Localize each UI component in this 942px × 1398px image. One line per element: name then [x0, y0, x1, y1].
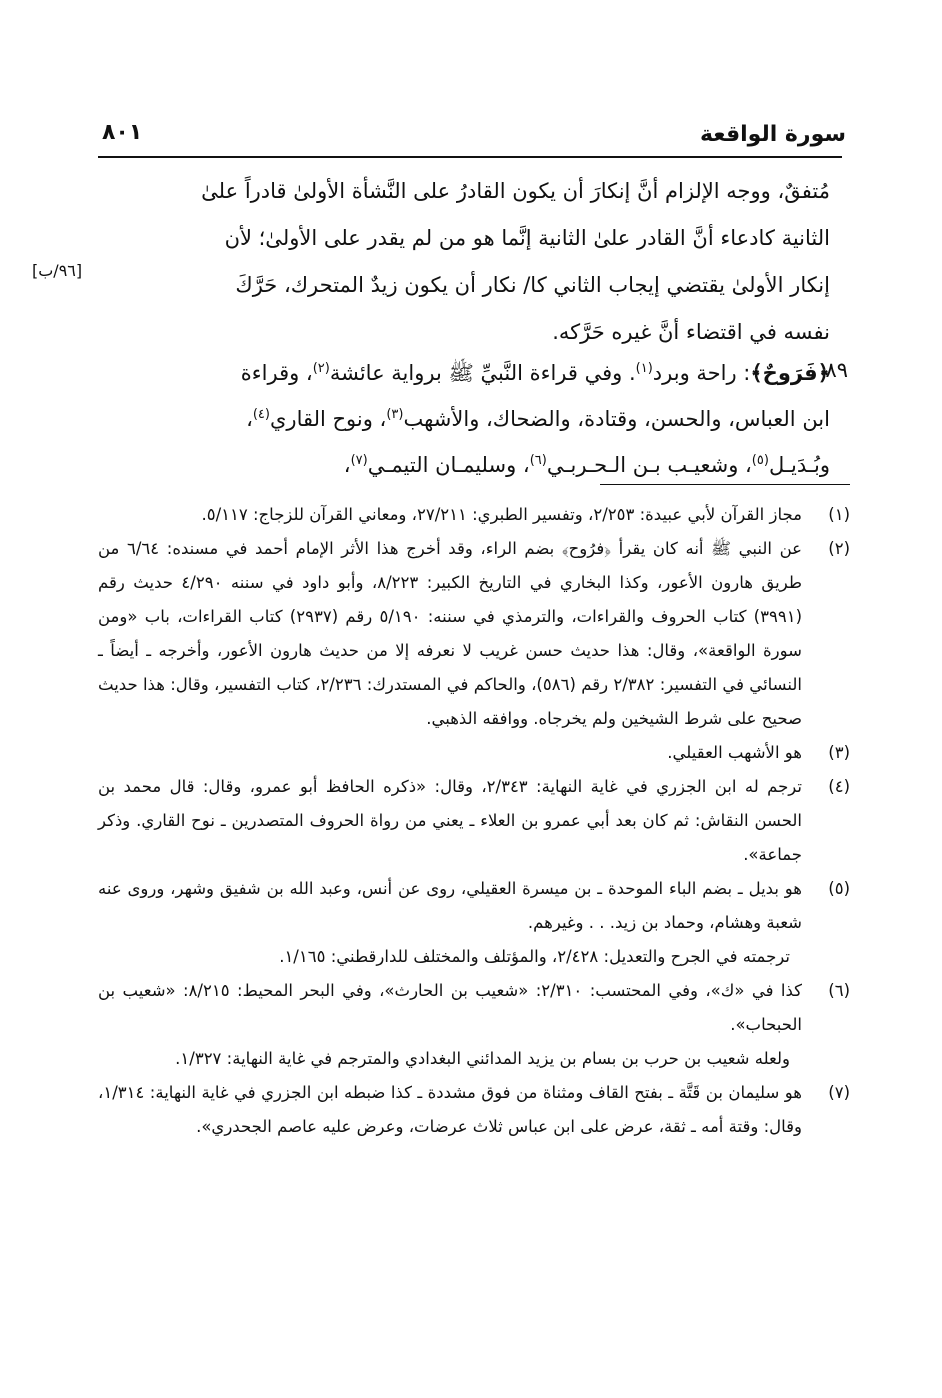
- verse-text: ابن العباس، والحسن، وقتادة، والضحاك، والأشهب: [403, 407, 830, 431]
- footnote-ref[interactable]: (٧): [350, 453, 368, 468]
- verse-text: وبُـدَيـل: [768, 453, 830, 477]
- quran-word: ﴿فَرَوحٌ﴾: [750, 361, 830, 385]
- footnote-number: (٣): [828, 743, 850, 762]
- verse-line-1: [98, 350, 830, 396]
- footnote: [98, 498, 850, 532]
- footnote-ref[interactable]: (٦): [529, 453, 547, 468]
- running-header: [98, 118, 846, 156]
- main-text: [98, 168, 830, 356]
- footnote-continuation: ولعله شعيب بن حرب بن بسام بن يزيد المدائني البغدادي والمترجم في غاية النهاية: ١/٣٢٧.: [175, 1049, 790, 1068]
- footnote-number: (٧): [828, 1083, 850, 1102]
- footnote-separator: [600, 484, 850, 485]
- main-line-4: نفسه في اقتضاء أنَّ غيره حَرَّكه.: [552, 320, 830, 344]
- footnote-number: (٥): [828, 879, 850, 898]
- verse-text: ، وشعيـب بـن الـحـربـي: [546, 453, 752, 477]
- footnote: [98, 974, 850, 1042]
- footnote: [98, 1076, 850, 1144]
- manuscript-folio-ref: [٩٦/ب]: [32, 261, 83, 280]
- verse-line-2: [98, 396, 830, 442]
- page-number: ٨٠١: [102, 120, 143, 145]
- footnote-ref[interactable]: (٤): [252, 407, 270, 422]
- footnote-number: (١): [828, 505, 850, 524]
- verse-text: ،: [343, 453, 351, 477]
- page-header: [98, 118, 846, 156]
- footnote-text: هو بديل ـ بضم الباء الموحدة ـ بن ميسرة العقيلي، روى عن أنس، وعبد الله بن شفيق وشهر، وروى عنه شعبة وهشام، وحماد بن زيد. . . وغيرهم.: [98, 879, 802, 932]
- footnote-text: هو سليمان بن قَتَّة ـ بفتح القاف ومثناة من فوق مشددة ـ كذا ضبطه ابن الجزري في غاية النهاية: ١/٣١٤، وقال: وقتة أمه ـ ثقة، عرض على ابن عباس ثلاث عرضات، وعرض عليه عاصم الجحدري».: [98, 1083, 802, 1136]
- footnote-ref[interactable]: (١): [635, 361, 653, 376]
- footnote-text: عن النبي ﷺ أنه كان يقرأ ﴿فرُوح﴾ بضم الراء، وقد أخرج هذا الأثر الإمام أحمد في مسنده: ٦/٦٤ من طريق هارون الأعور، وكذا البخاري في التاريخ الكبير: ٨/٢٢٣، وأبو داود في سننه ٤/٢٩٠ حديث رقم (٣٩٩١) كتاب الحروف والقراءات، والترمذي في سننه: ٥/١٩٠ رقم (٢٩٣٧) كتاب القراءات، باب «ومن سورة الواقعة»، وقال: هذا حديث حسن غريب لا نعرفه إلا من حديث هارون الأعور، وأخرجه ـ أيضاً ـ النسائي في التفسير: ٢/٣٨٢ رقم (٥٨٦)، والحاكم في المستدرك: ٢/٢٣٦، كتاب التفسير، وقال: هذا حديث صحيح على شرط الشيخين ولم يخرجاه. ووافقه الذهبي.: [98, 539, 802, 728]
- verse-text: ، ونوح القاري: [269, 407, 387, 431]
- footnote-ref[interactable]: (٣): [386, 407, 404, 422]
- verse-text: . وفي قراءة النَّبيِّ ﷺ برواية عائشة: [329, 361, 636, 385]
- footnote-text: مجاز القرآن لأبي عبيدة: ٢/٢٥٣، وتفسير الطبري: ٢٧/٢١١، ومعاني القرآن للزجاج: ٥/١١٧.: [201, 505, 802, 524]
- footnote: [98, 532, 850, 736]
- footnote-ref[interactable]: (٢): [312, 361, 330, 376]
- surah-title: سورة الواقعة: [699, 122, 846, 147]
- main-line-3: إنكار الأولىٰ يقتضي إيجاب الثاني كا/ نكار أن يكون زيدٌ المتحرك، حَرَّكَ: [235, 273, 830, 297]
- footnotes: [98, 498, 850, 1144]
- footnote-number: (٢): [828, 539, 850, 558]
- verse-text: : راحة وبرد: [652, 361, 751, 385]
- footnote: [98, 872, 850, 940]
- footnote-text: ترجم له ابن الجزري في غاية النهاية: ٢/٣٤٣، وقال: «ذكره الحافظ أبو عمرو، وقال: قال محمد بن الحسن النقاش: ثم كان بعد أبي عمرو بن العلاء ـ يعني من رواة الحروف المتصدرين ـ نوح القاري. وذكر جماعة».: [98, 777, 802, 864]
- footnote: [98, 736, 850, 770]
- verse-text: ،: [246, 407, 253, 431]
- verse-text: ، وسليمـان التيمـي: [367, 453, 530, 477]
- footnote-number: (٤): [828, 777, 850, 796]
- verse-number: ٨٩: [825, 358, 848, 382]
- verse-text: ، وقراءة: [240, 361, 313, 385]
- footnote-text: هو الأشهب العقيلي.: [667, 743, 802, 762]
- header-rule: [98, 156, 842, 158]
- footnote-number: (٦): [828, 981, 850, 1000]
- main-line-1: مُتفقٌ، ووجه الإلزام أنَّ إنكارَ أن يكون القادرُ على النَّشأة الأولىٰ قادراً علىٰ: [201, 179, 830, 203]
- footnote-continuation: ترجمته في الجرح والتعديل: ٢/٤٢٨، والمؤتلف والمختلف للدارقطني: ١/١٦٥.: [279, 947, 790, 966]
- main-line-2: الثانية كادعاء أنَّ القادر علىٰ الثانية إنَّما هو من لم يقدر على الأولىٰ؛ لأن: [224, 226, 830, 250]
- footnote-text: كذا في «ك»، وفي المحتسب: ٢/٣١٠: «شعيب بن الحارث»، وفي البحر المحيط: ٨/٢١٥: «شعيب بن الحبحاب».: [98, 981, 802, 1034]
- footnote-ref[interactable]: (٥): [751, 453, 769, 468]
- verse-line-3: [98, 442, 830, 488]
- verse-commentary: [98, 350, 830, 488]
- footnote: [98, 770, 850, 872]
